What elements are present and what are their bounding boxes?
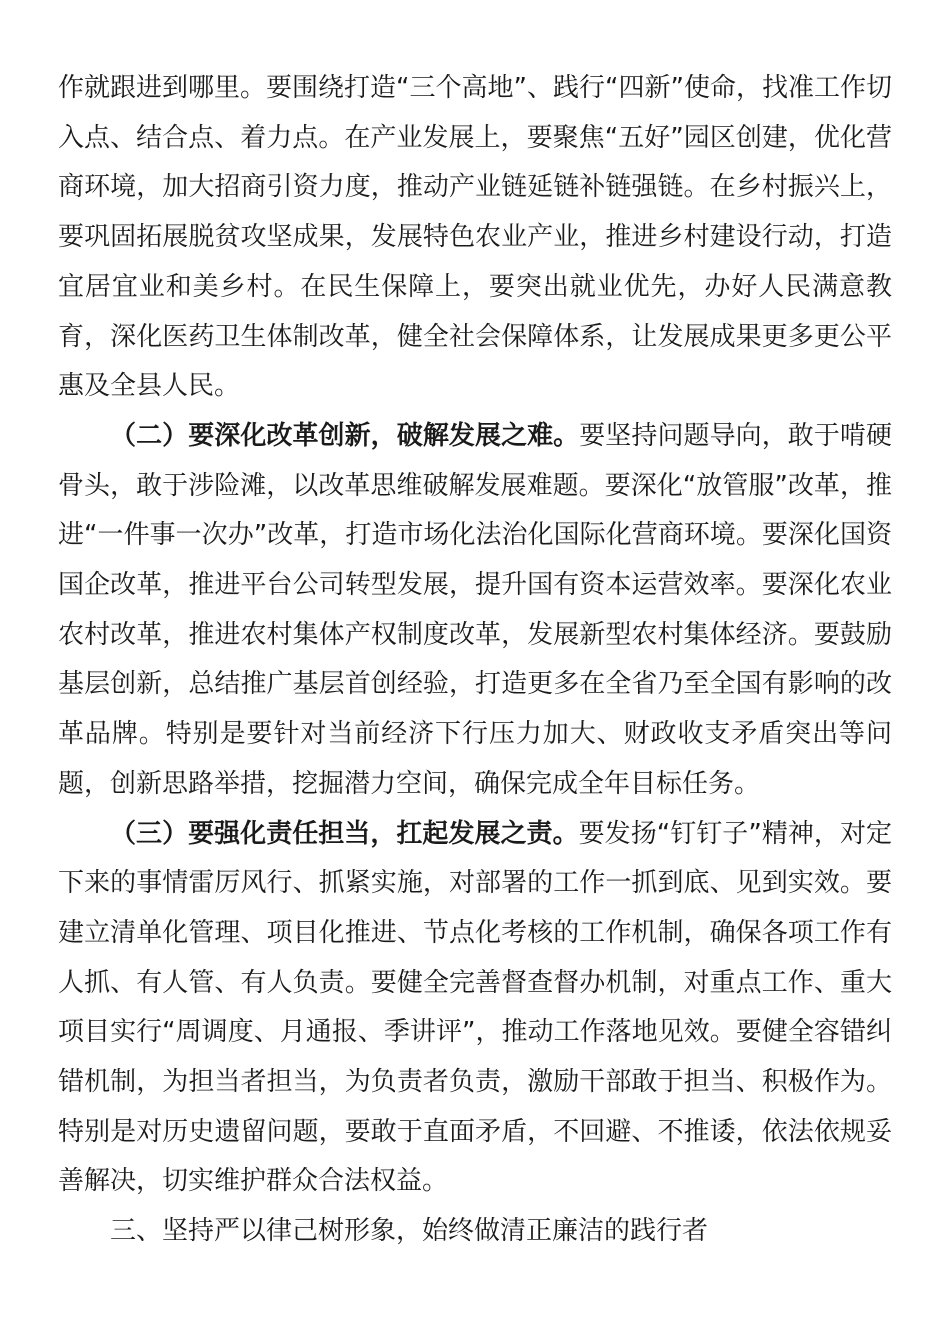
paragraph-reform-innovation [58, 412, 892, 810]
document-page [58, 64, 892, 1257]
paragraph-heading: （三）要强化责任担当，扛起发展之责。 [110, 818, 579, 849]
paragraph-responsibility [58, 810, 892, 1208]
paragraph-continuation [58, 64, 892, 412]
section-heading [58, 1207, 892, 1257]
section-heading-text: 三、坚持严以律己树形象，始终做清正廉洁的践行者 [110, 1216, 709, 1247]
paragraph-text: 要发扬“钉钉子”精神，对定下来的事情雷厉风行、抓紧实施，对部署的工作一抓到底、见到实效。要建立清单化管理、项目化推进、节点化考核的工作机制，确保各项工作有人抓、有人管、有人负责。要健全完善督查督办机制，对重点工作、重大项目实行“周调度、月通报、季讲评”，推动工作落地见效。要健全容错纠错机制，为担当者担当，为负责者负责，激励干部敢于担当、积极作为。特别是对历史遗留问题，要敢于直面矛盾，不回避、不推诿，依法依规妥善解决，切实维护群众合法权益。 [58, 818, 892, 1197]
paragraph-heading: （二）要深化改革创新，破解发展之难。 [110, 420, 580, 451]
paragraph-text: 作就跟进到哪里。要围绕打造“三个高地”、践行“四新”使命，找准工作切入点、结合点、着力点。在产业发展上，要聚焦“五好”园区创建，优化营商环境，加大招商引资力度，推动产业链延链补链强链。在乡村振兴上，要巩固拓展脱贫攻坚成果，发展特色农业产业，推进乡村建设行动，打造宜居宜业和美乡村。在民生保障上，要突出就业优先，办好人民满意教育，深化医药卫生体制改革，健全社会保障体系，让发展成果更多更公平惠及全县人民。 [58, 73, 892, 402]
paragraph-text: 要坚持问题导向，敢于啃硬骨头，敢于涉险滩，以改革思维破解发展难题。要深化“放管服”改革，推进“一件事一次办”改革，打造市场化法治化国际化营商环境。要深化国资国企改革，推进平台公司转型发展，提升国有资本运营效率。要深化农业农村改革，推进农村集体产权制度改革，发展新型农村集体经济。要鼓励基层创新，总结推广基层首创经验，打造更多在全省乃至全国有影响的改革品牌。特别是要针对当前经济下行压力加大、财政收支矛盾突出等问题，创新思路举措，挖掘潜力空间，确保完成全年目标任务。 [58, 420, 892, 799]
